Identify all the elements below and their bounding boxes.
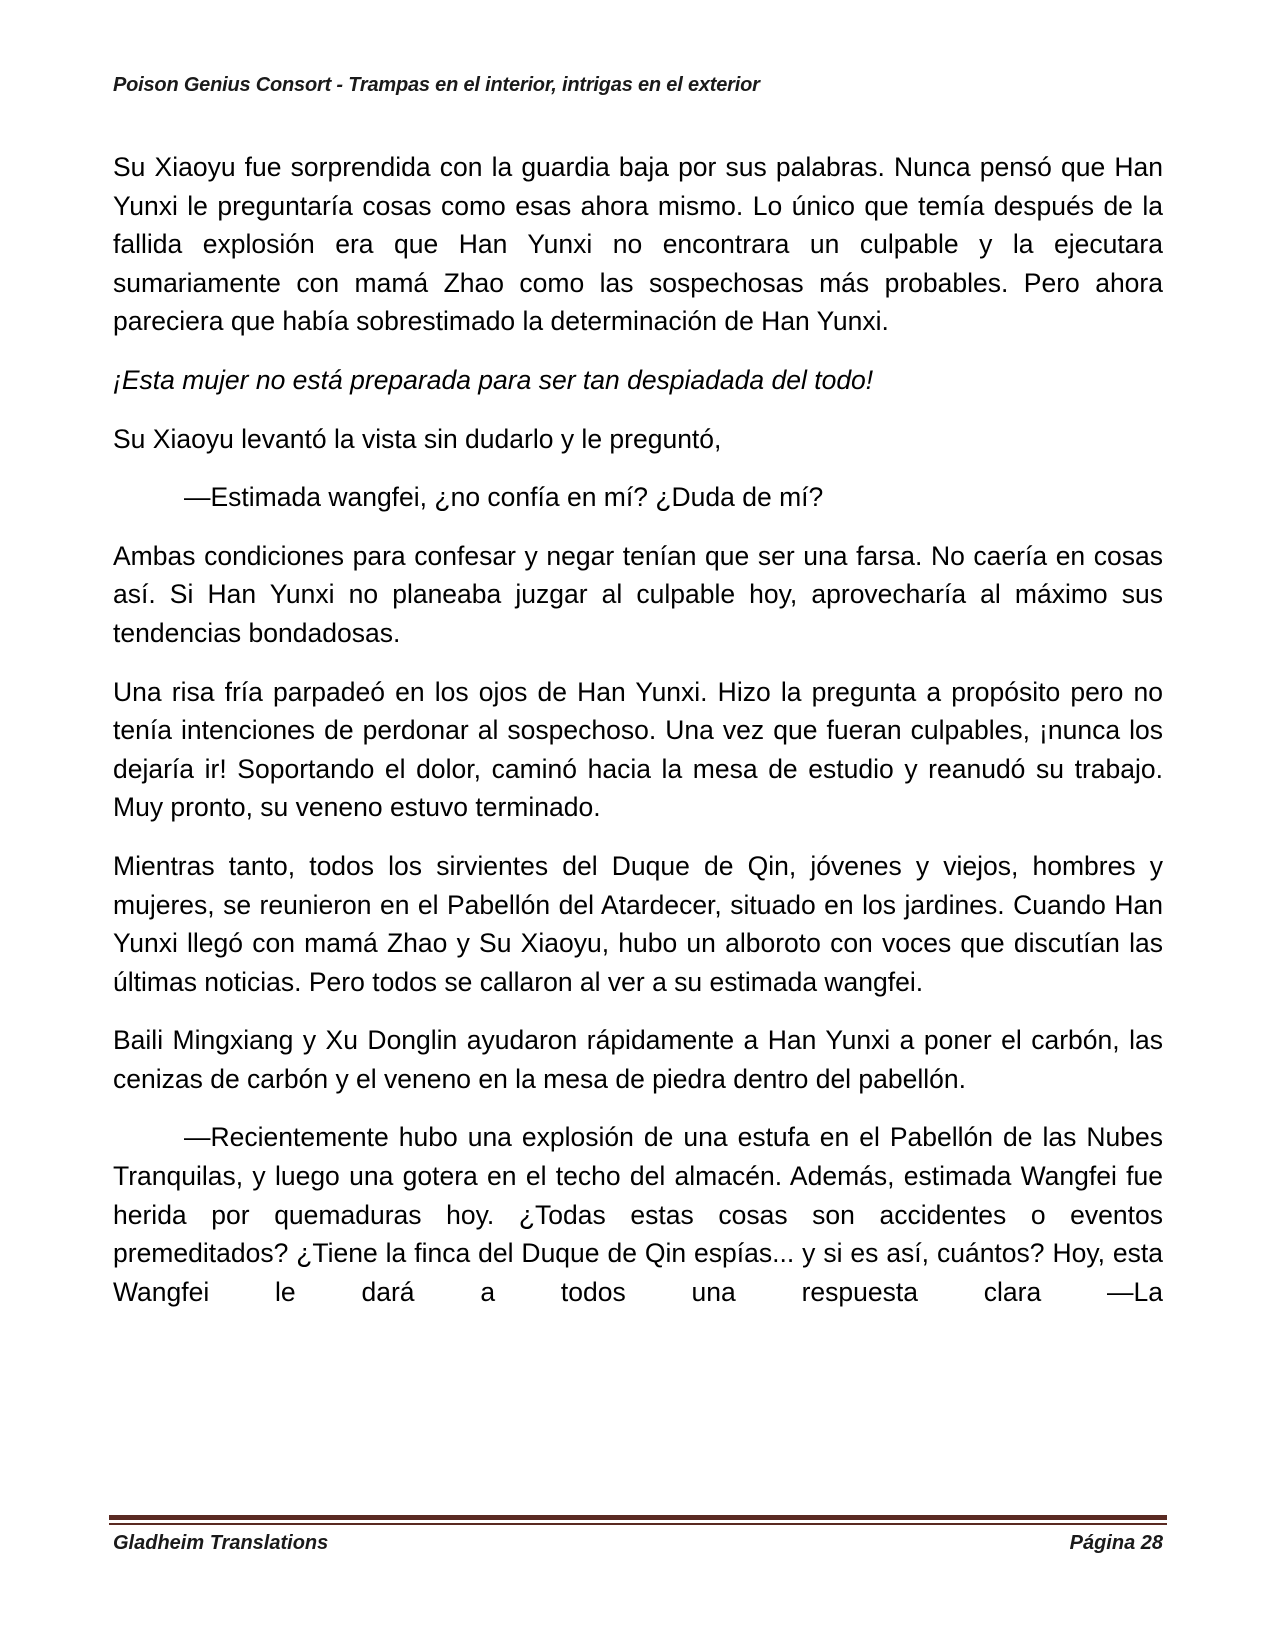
paragraph: Baili Mingxiang y Xu Donglin ayudaron rápidamente a Han Yunxi a poner el carbón, las cenizas de carbón y el veneno en la mesa de piedra dentro del pabellón. bbox=[113, 1025, 1163, 1094]
footer-page-number: Página 28 bbox=[1069, 1532, 1163, 1554]
footer-rule-thick bbox=[109, 1515, 1167, 1520]
paragraph-italic: ¡Esta mujer no está preparada para ser tan despiadada del todo! bbox=[113, 364, 874, 395]
dialogue-paragraph: —Estimada wangfei, ¿no confía en mí? ¿Duda de mí? bbox=[184, 482, 824, 513]
footer-rule bbox=[109, 1515, 1167, 1527]
dialogue-paragraph: —Recientemente hubo una explosión de una estufa en el Pabellón de las Nubes Tranquilas, y luego una gotera en el techo del almacén. Además, estimada Wangfei fue herida por quemaduras hoy. ¿Todas estas cosas son accidentes o eventos premeditados? ¿Tiene la finca del Duque de Qin espías... y si es así, cuántos? Hoy, esta Wangfei le dará a todos una respuesta clara —La bbox=[113, 1122, 1163, 1307]
footer-publisher: Gladheim Translations bbox=[113, 1532, 329, 1554]
footer-rule-thin bbox=[109, 1523, 1167, 1525]
running-header: Poison Genius Consort - Trampas en el interior, intrigas en el exterior bbox=[113, 74, 760, 96]
paragraph: Su Xiaoyu levantó la vista sin dudarlo y le preguntó, bbox=[113, 423, 722, 454]
paragraph: Mientras tanto, todos los sirvientes del Duque de Qin, jóvenes y viejos, hombres y mujeres, se reunieron en el Pabellón del Atardecer, situado en los jardines. Cuando Han Yunxi llegó con mamá Zhao y Su Xiaoyu, hubo un alboroto con voces que discutían las últimas noticias. Pero todos se callaron al ver a su estimada wangfei. bbox=[113, 850, 1163, 997]
body-text bbox=[113, 148, 1163, 1331]
paragraph: Su Xiaoyu fue sorprendida con la guardia baja por sus palabras. Nunca pensó que Han Yunxi le preguntaría cosas como esas ahora mismo. Lo único que temía después de la fallida explosión era que Han Yunxi no encontrara un culpable y la ejecutara sumariamente con mamá Zhao como las sospechosas más probables. Pero ahora pareciera que había sobrestimado la determinación de Han Yunxi. bbox=[113, 152, 1163, 337]
paragraph: Ambas condiciones para confesar y negar tenían que ser una farsa. No caería en cosas así. Si Han Yunxi no planeaba juzgar al culpable hoy, aprovecharía al máximo sus tendencias bondadosas. bbox=[113, 540, 1163, 648]
paragraph: Una risa fría parpadeó en los ojos de Han Yunxi. Hizo la pregunta a propósito pero no tenía intenciones de perdonar al sospechoso. Una vez que fueran culpables, ¡nunca los dejaría ir! Soportando el dolor, caminó hacia la mesa de estudio y reanudó su trabajo. Muy pronto, su veneno estuvo terminado. bbox=[113, 676, 1163, 823]
